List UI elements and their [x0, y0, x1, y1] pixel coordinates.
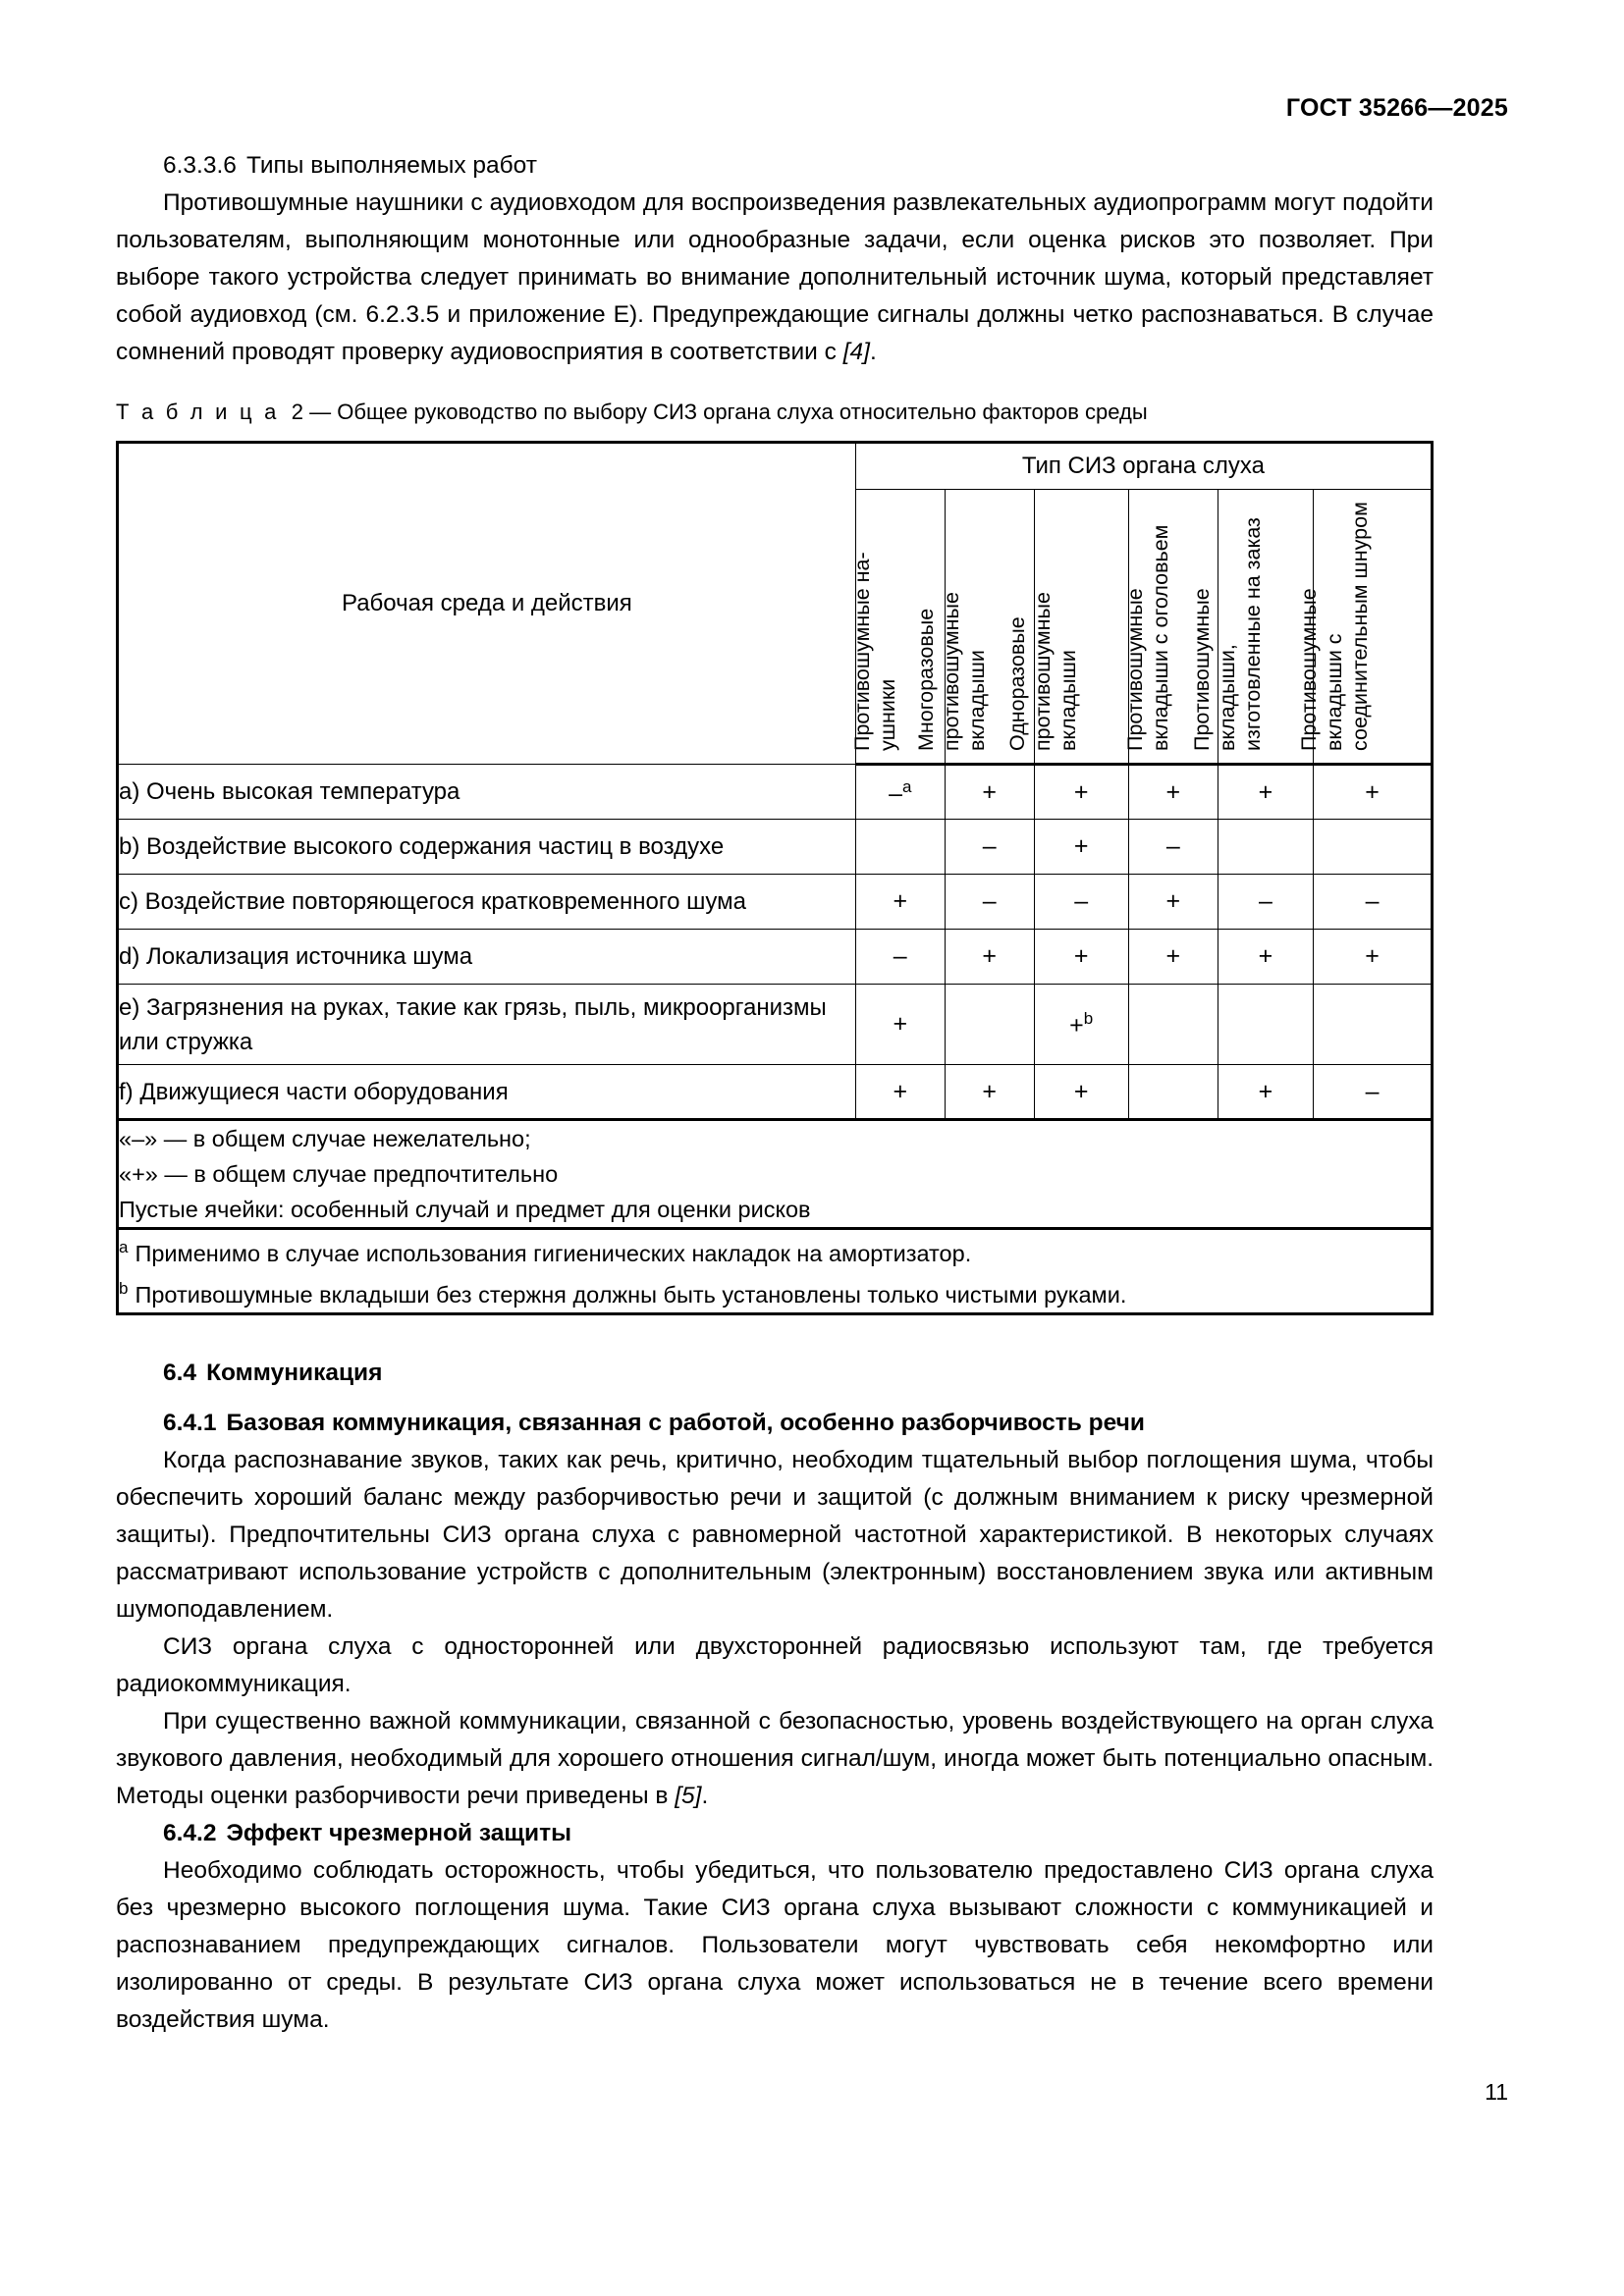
table-row — [118, 930, 1433, 985]
heading-6-4-2-title: Эффект чрезмерной защиты — [226, 1819, 572, 1846]
col-header-1-line-1: Противошумные на- — [849, 552, 874, 751]
table-2-group-header: Тип СИЗ органа слуха — [855, 443, 1432, 490]
table-row — [118, 1065, 1433, 1120]
col-header-6-line-3: соединительным шнуром — [1347, 502, 1372, 751]
table-2-row-b-label: b) Воздействие высокого содержания частиц в воздухе — [118, 820, 856, 875]
table-2-row-e-col-6 — [1314, 985, 1433, 1065]
col-header-5-line-3: изготовленные на заказ — [1240, 517, 1265, 751]
table-2-row-b-col-3: + — [1034, 820, 1128, 875]
table-2-legend-line-2: «+» — в общем случае предпочтительно — [119, 1161, 559, 1187]
col-header-5-line-1: Противошумные — [1189, 588, 1214, 751]
table-2-row-a-col-5: + — [1218, 765, 1313, 820]
col-header-3-line-2: противошумные — [1031, 592, 1056, 751]
table-2-row-b-col-4: – — [1128, 820, 1218, 875]
col-header-4-line-1: Противошумные — [1122, 588, 1147, 751]
table-2-legend-line-1: «–» — в общем случае нежелательно; — [119, 1126, 531, 1151]
table-2-caption-dash: — — [309, 400, 332, 424]
table-2 — [116, 441, 1434, 1315]
table-2-row-c-col-6: – — [1314, 875, 1433, 930]
table-2-legend-line-3: Пустые ячейки: особенный случай и предмет для оценки рисков — [119, 1197, 811, 1222]
table-2-row-f-label: f) Движущиеся части оборудования — [118, 1065, 856, 1120]
paragraph-6-3-3-6 — [116, 185, 1434, 371]
table-2-note-a-text: Применимо в случае использования гигиенических накладок на амортизатор. — [135, 1240, 972, 1266]
table-2-row-c-col-2: – — [945, 875, 1034, 930]
table-2-legend — [118, 1120, 1433, 1229]
heading-6-4-title: Коммуникация — [206, 1359, 383, 1386]
table-2-notes-row — [118, 1229, 1433, 1314]
table-2-row-f-col-2: + — [945, 1065, 1034, 1120]
col-header-5-line-2: вкладыши, — [1215, 644, 1239, 751]
table-2-row-a-col-2: + — [945, 765, 1034, 820]
heading-6-4-2-number: 6.4.2 — [163, 1819, 217, 1846]
table-row — [118, 875, 1433, 930]
table-2-caption-label: Т а б л и ц а — [116, 400, 280, 424]
paragraph-6-4-2-1: Необходимо соблюдать осторожность, чтобы убедиться, что пользователю предоставлено СИЗ органа слуха без чрезмерно высокого поглощения шума. Такие СИЗ органа слуха вызывают сложности с коммуникацией и распознаванием предупреждающих сигналов. Пользователи могут чувствовать себя некомфортно или изолированно от среды. В результате СИЗ органа слуха может использоваться не в течение всего времени воздействия шума. — [116, 1856, 1434, 2033]
table-2-row-f-col-4 — [1128, 1065, 1218, 1120]
table-2-row-d-col-6: + — [1314, 930, 1433, 985]
table-2-row-b-col-1 — [855, 820, 945, 875]
table-2-col-header-3 — [1005, 490, 1128, 765]
heading-6-3-3-6-number: 6.3.3.6 — [163, 152, 237, 179]
col-header-2-line-3: вкладыши — [964, 650, 989, 751]
table-2-row-e-col-5 — [1218, 985, 1313, 1065]
table-2-row-e-label: e) Загрязнения на руках, такие как грязь, пыль, микроорганизмы или стружка — [118, 985, 856, 1065]
cell-superscript: a — [901, 776, 912, 796]
table-row — [118, 820, 1433, 875]
col-header-3-line-3: вкладыши — [1056, 650, 1081, 751]
heading-6-4-number: 6.4 — [163, 1359, 197, 1386]
table-2-row-c-col-5: – — [1218, 875, 1313, 930]
heading-6-3-3-6-title: Типы выполняемых работ — [245, 152, 537, 179]
paragraph-6-4-1-2: СИЗ органа слуха с односторонней или двухсторонней радиосвязью используют там, где требуется радиокоммуникация. — [116, 1632, 1434, 1697]
table-2-row-c-col-4: + — [1128, 875, 1218, 930]
table-2-caption — [116, 397, 1434, 428]
table-2-row-e-col-2 — [945, 985, 1034, 1065]
table-2-row-b-col-6 — [1314, 820, 1433, 875]
table-2-row-d-col-1: – — [855, 930, 945, 985]
running-head: ГОСТ 35266—2025 — [1285, 94, 1508, 122]
table-2-note-b-text: Противошумные вкладыши без стержня должны быть установлены только чистыми руками. — [135, 1281, 1127, 1308]
heading-6-4 — [116, 1355, 1434, 1392]
reference-5: [5] — [675, 1782, 702, 1809]
table-2-stub-header: Рабочая среда и действия — [118, 443, 856, 765]
table-2-row-a-col-4: + — [1128, 765, 1218, 820]
table-2-row-e-col-3 — [1034, 985, 1128, 1065]
table-2-row-e-col-1: + — [855, 985, 945, 1065]
table-2-row-a-col-3: + — [1034, 765, 1128, 820]
heading-6-4-1 — [116, 1405, 1434, 1442]
table-2-row-e-col-4 — [1128, 985, 1218, 1065]
page-number: 11 — [1485, 2079, 1508, 2105]
reference-4: [4] — [842, 339, 870, 365]
cell-superscript: b — [1083, 1009, 1094, 1029]
table-2-row-f-col-1: + — [855, 1065, 945, 1120]
paragraph-6-3-3-6-tail: . — [869, 339, 877, 365]
table-2-row-a-col-6: + — [1314, 765, 1433, 820]
col-header-3-line-1: Одноразовые — [1005, 616, 1030, 751]
heading-6-3-3-6 — [116, 147, 1434, 185]
table-2-row-d-label: d) Локализация источника шума — [118, 930, 856, 985]
heading-6-4-1-number: 6.4.1 — [163, 1409, 217, 1436]
col-header-1-line-2: ушники — [875, 678, 899, 751]
table-2-caption-text: Общее руководство по выбору СИЗ органа слуха относительно факторов среды — [337, 400, 1148, 424]
paragraph-6-4-1-1: Когда распознавание звуков, таких как речь, критично, необходим тщательный выбор поглощения шума, чтобы обеспечить хороший баланс между разборчивостью речи и защитой (с должным вниманием к риску чрезмерной защиты). Предпочтительны СИЗ органа слуха с равномерной частотной характеристикой. В некоторых случаях рассматривают использование устройств с дополнительным (электронным) восстановлением звука или активным шумоподавлением. — [116, 1446, 1434, 1623]
heading-6-4-2 — [116, 1815, 1434, 1852]
table-2-row-b-col-5 — [1218, 820, 1313, 875]
table-2-note-a — [119, 1230, 1431, 1271]
table-2-note-b-mark: b — [119, 1278, 129, 1298]
col-header-2-line-1: Многоразовые — [913, 608, 938, 751]
paragraph-6-4-1-3-text: При существенно важной коммуникации, связанной с безопасностью, уровень воздействующего на орган слуха звукового давления, необходимый для хорошего отношения сигнал/шум, иногда может быть потенциально опасным. Методы оценки разборчивости речи приведены в — [116, 1707, 1434, 1809]
table-2-row-d-col-5: + — [1218, 930, 1313, 985]
table-2-row-f-col-3: + — [1034, 1065, 1128, 1120]
cell-value: + — [1069, 1011, 1084, 1040]
paragraph-6-4-1-3-tail: . — [701, 1782, 709, 1809]
table-2-row-f-col-6: – — [1314, 1065, 1433, 1120]
table-2-col-header-6 — [1296, 490, 1433, 765]
table-2-row-c-col-3: – — [1034, 875, 1128, 930]
heading-6-4-1-title: Базовая коммуникация, связанная с работой, особенно разборчивость речи — [226, 1409, 1145, 1436]
cell-value: – — [889, 779, 902, 808]
table-2-row-b-col-2: – — [945, 820, 1034, 875]
table-row — [118, 765, 1433, 820]
table-2-row-c-col-1: + — [855, 875, 945, 930]
table-2-row-d-col-4: + — [1128, 930, 1218, 985]
table-2-caption-number: 2 — [291, 400, 303, 424]
paragraph-6-4-1-3 — [116, 1703, 1434, 1815]
page-content — [116, 147, 1434, 2039]
table-2-note-b — [119, 1271, 1431, 1312]
table-2-header-row-group — [118, 443, 1433, 490]
table-2-row-a-label: a) Очень высокая температура — [118, 765, 856, 820]
table-2-row-d-col-3: + — [1034, 930, 1128, 985]
table-2-note-a-mark: a — [119, 1238, 129, 1256]
table-2-legend-row — [118, 1120, 1433, 1229]
table-row — [118, 985, 1433, 1065]
paragraph-6-3-3-6-text: Противошумные наушники с аудиовходом для воспроизведения развлекательных аудиопрограмм могут подойти пользователям, выполняющим монотонные или однообразные задачи, если оценка рисков это позволяет. При выборе такого устройства следует принимать во внимание дополнительный источник шума, который представляет собой аудиовход (см. 6.2.3.5 и приложение Е). Предупреждающие сигналы должны четко распознаваться. В случае сомнений проводят проверку аудиовосприятия в соответствии с — [116, 189, 1434, 365]
table-2-row-c-label: c) Воздействие повторяющегося кратковременного шума — [118, 875, 856, 930]
col-header-2-line-2: противошумные — [939, 592, 963, 751]
table-2-row-f-col-5: + — [1218, 1065, 1313, 1120]
table-2-row-a-col-1 — [855, 765, 945, 820]
table-2-row-d-col-2: + — [945, 930, 1034, 985]
table-2-notes — [118, 1229, 1433, 1314]
col-header-4-line-2: вкладыши с оголовьем — [1148, 524, 1172, 751]
col-header-6-line-1: Противошумные — [1296, 588, 1321, 751]
col-header-6-line-2: вкладыши с — [1322, 633, 1346, 751]
